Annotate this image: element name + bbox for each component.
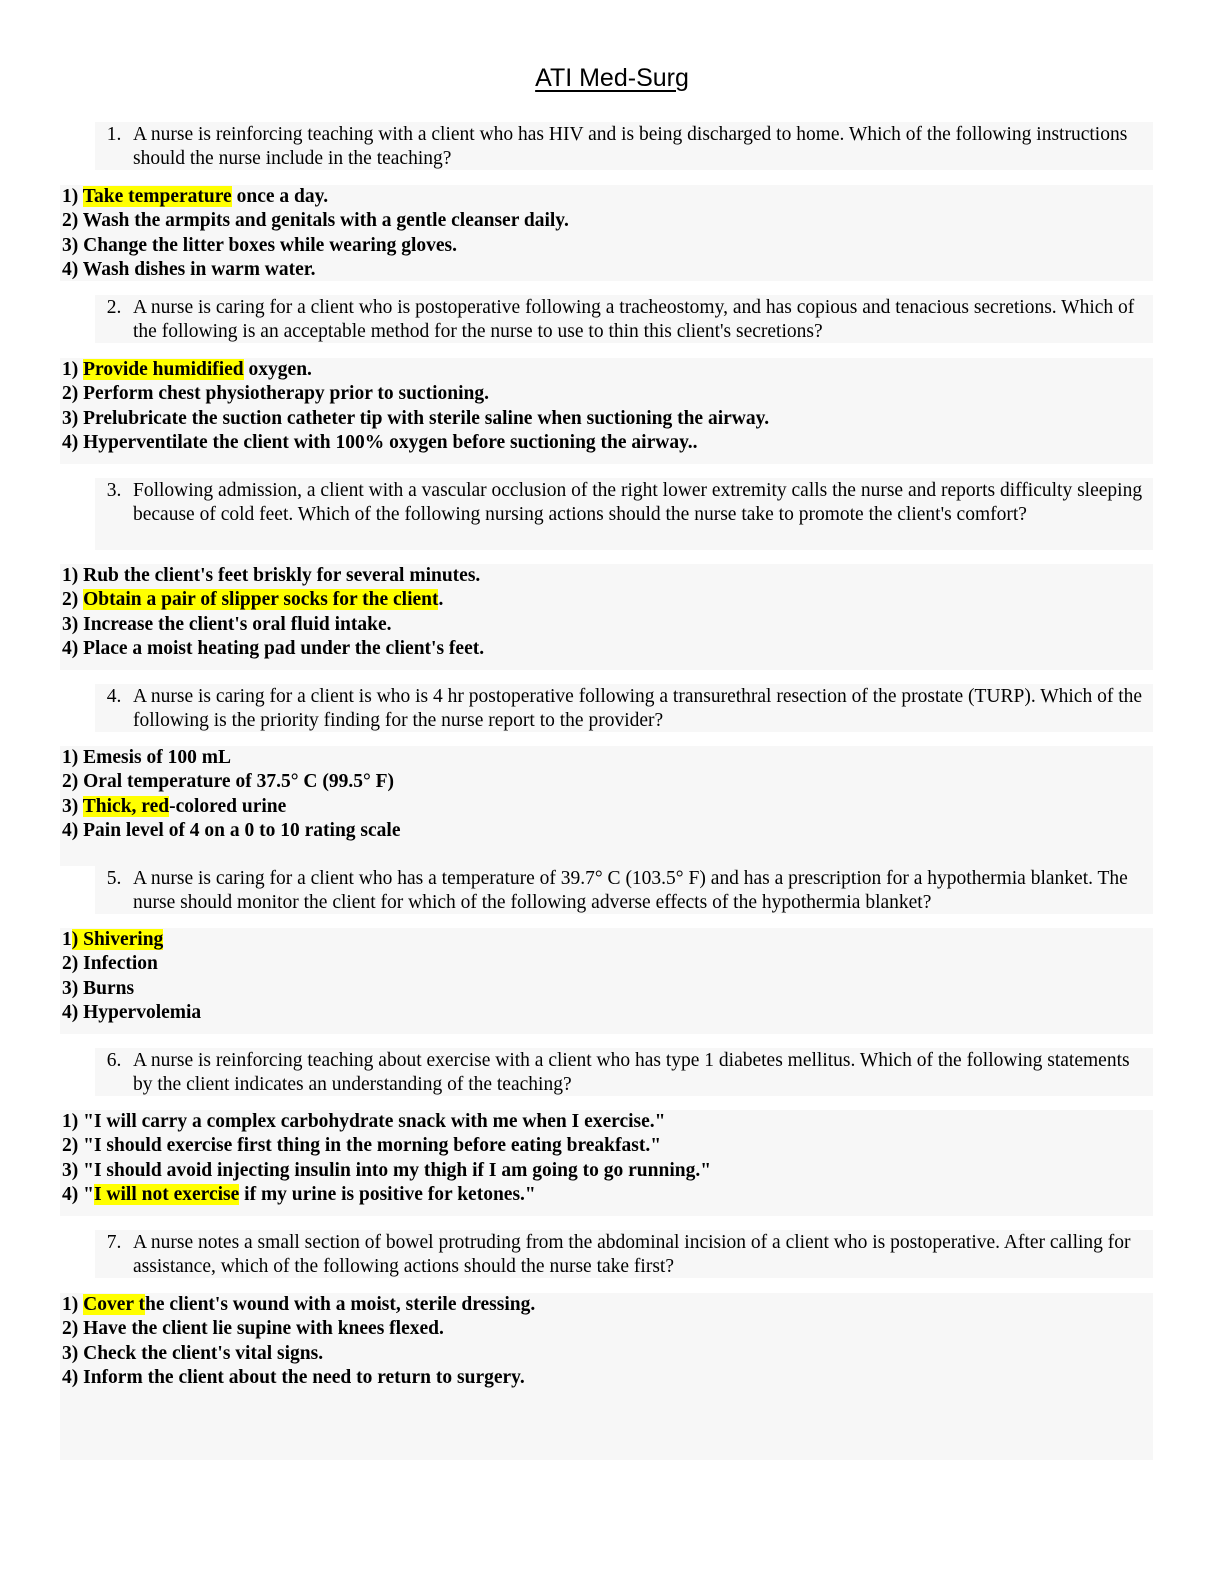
option-3: 3) Burns (62, 977, 135, 999)
answer-options-6 (60, 1110, 1153, 1216)
highlight: Take temperature (82, 186, 232, 207)
question-4 (95, 684, 1153, 732)
option-2: 2) "I should exercise first thing in the morning before eating breakfast." (62, 1135, 662, 1157)
answer-options-1 (60, 185, 1153, 281)
highlight: Provide humidified (83, 359, 244, 380)
option-2: 2) Have the client lie supine with knees flexed. (62, 1318, 444, 1340)
highlight: Obtain a pair of slipper socks for the client (83, 589, 439, 611)
option-4: 4) Pain level of 4 on a 0 to 10 rating scale (62, 819, 401, 841)
question-text: A nurse is caring for a client who has a temperature of 39.7° C (103.5° F) and has a prescription for a hypothermia blanket. The nurse should monitor the client for which of the following adverse effects of the hypothermia blanket? (133, 868, 1128, 913)
option-3: 3) Increase the client's oral fluid intake. (62, 613, 392, 635)
question-number: 2. (106, 297, 122, 318)
answer-options-4 (60, 746, 1153, 866)
answer-options-5 (60, 928, 1153, 1034)
question-number: 6. (106, 1050, 122, 1071)
option-4: 4) Wash dishes in warm water. (62, 258, 316, 280)
option-2: 2) Obtain a pair of slipper socks for the client. (62, 589, 444, 611)
option-3: 3) Change the litter boxes while wearing gloves. (62, 234, 458, 256)
question-7 (95, 1230, 1153, 1278)
answer-options-7 (60, 1293, 1153, 1460)
option-2: 2) Wash the armpits and genitals with a gentle cleanser daily. (62, 210, 569, 232)
option-1: 1) Take temperature once a day. (62, 186, 329, 207)
question-text: A nurse is reinforcing teaching about exercise with a client who has type 1 diabetes mellitus. Which of the following statements by the client indicates an understanding of the teaching? (133, 1050, 1130, 1095)
option-2: 2) Perform chest physiotherapy prior to suctioning. (62, 383, 489, 405)
question-text: A nurse is caring for a client is who is 4 hr postoperative following a transurethral resection of the prostate (TURP). Which of the following is the priority finding for the nurse report to the provider? (133, 686, 1143, 731)
question-number: 7. (106, 1232, 122, 1253)
option-2: 2) Infection (62, 953, 158, 975)
question-number: 4. (106, 686, 122, 707)
option-1: 1) Cover the client's wound with a moist, sterile dressing. (62, 1294, 536, 1315)
highlight: Cover t (83, 1294, 146, 1315)
option-1: 1) Rub the client's feet briskly for several minutes. (62, 565, 481, 586)
question-number: 3. (106, 480, 122, 501)
option-1: 1) "I will carry a complex carbohydrate snack with me when I exercise." (62, 1111, 666, 1132)
question-text: A nurse is reinforcing teaching with a client who has HIV and is being discharged to home. Which of the following instructions should the nurse include in the teaching? (133, 124, 1128, 169)
answer-options-3 (60, 564, 1153, 670)
question-3 (95, 478, 1153, 550)
question-number: 5. (106, 868, 122, 889)
question-text: A nurse notes a small section of bowel protruding from the abdominal incision of a client who is postoperative. After calling for assistance, which of the following actions should the nurse take first? (133, 1232, 1131, 1277)
highlight: I will not exercise (93, 1183, 240, 1205)
option-4: 4) Hyperventilate the client with 100% oxygen before suctioning the airway.. (62, 431, 698, 453)
question-text: A nurse is caring for a client who is postoperative following a tracheostomy, and has copious and tenacious secretions. Which of the following is an acceptable method for the nurse to use to thin this client's secretions? (133, 297, 1135, 342)
highlight: ) Shivering (71, 929, 164, 950)
option-1: 1) Emesis of 100 mL (62, 747, 231, 768)
option-3: 3) "I should avoid injecting insulin into my thigh if I am going to go running." (62, 1159, 712, 1181)
highlight: Thick, red (82, 795, 170, 817)
option-2: 2) Oral temperature of 37.5° C (99.5° F) (62, 771, 395, 793)
question-6 (95, 1048, 1153, 1096)
option-1: 1) Provide humidified oxygen. (62, 359, 312, 380)
question-text: Following admission, a client with a vascular occlusion of the right lower extremity calls the nurse and reports difficulty sleeping because of cold feet. Which of the following nursing actions should the nurse take to promote the client's comfort? (133, 480, 1143, 525)
option-3: 3) Thick, red-colored urine (62, 795, 287, 817)
option-3: 3) Check the client's vital signs. (62, 1342, 324, 1364)
option-4: 4) Inform the client about the need to return to surgery. (62, 1366, 525, 1388)
option-4: 4) Hypervolemia (62, 1001, 202, 1023)
question-2 (95, 295, 1153, 343)
option-4: 4) "I will not exercise if my urine is positive for ketones." (62, 1183, 536, 1205)
option-3: 3) Prelubricate the suction catheter tip with sterile saline when suctioning the airway. (62, 407, 770, 429)
question-1 (95, 122, 1153, 170)
question-5 (95, 866, 1153, 914)
option-4: 4) Place a moist heating pad under the client's feet. (62, 637, 485, 659)
answer-options-2 (60, 358, 1153, 464)
question-number: 1. (106, 124, 122, 145)
option-1: 1) Shivering (62, 929, 164, 950)
page-title: ATI Med-Surg (535, 64, 689, 92)
